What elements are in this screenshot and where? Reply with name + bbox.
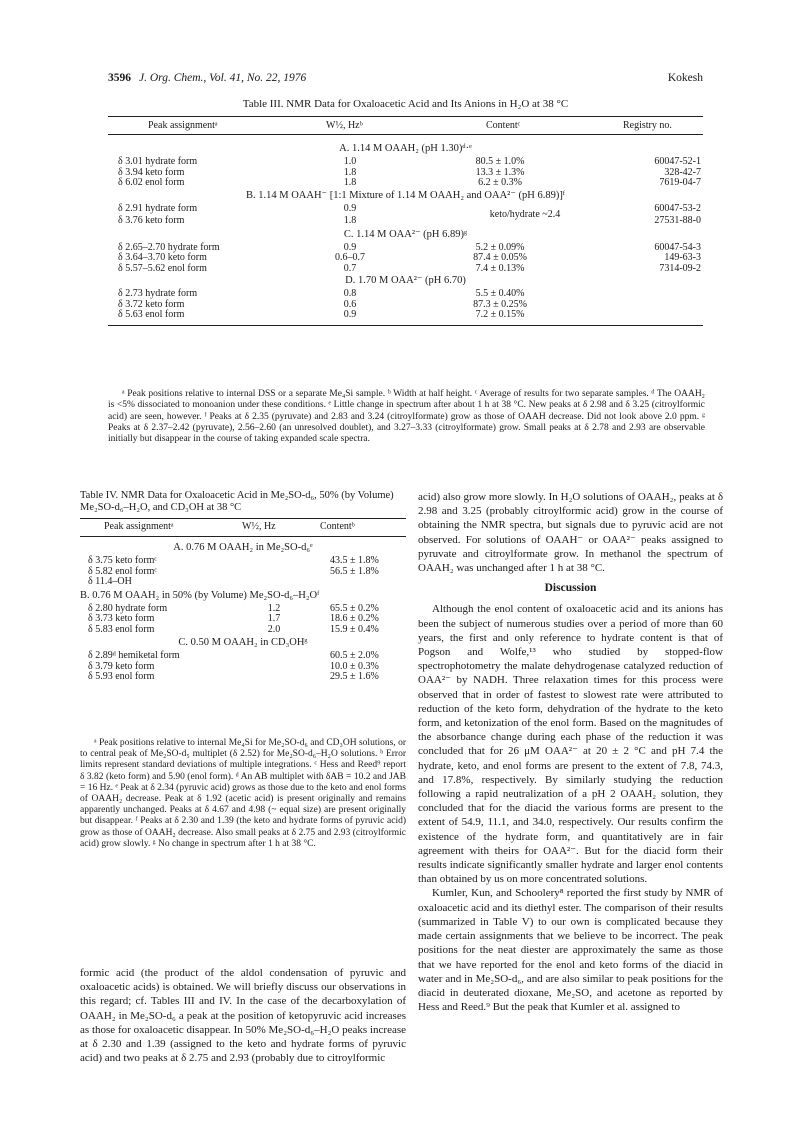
table-row: δ 5.63 enol form 0.9 7.2 ± 0.15%: [118, 309, 525, 320]
table3-section-c-title: C. 1.14 M OAA²⁻ (pH 6.89)ᵍ: [343, 228, 468, 240]
paragraph: Although the enol content of oxaloacetic acid and its anions has been the subject of numerous studies over a period of more than 60 years, the first and only reference to hydrate content is that of Pogson and Wolfe,¹³ who studied by stopped-flow spectrophotometry the malate dehydrogenase catalyzed reduction of OAA²⁻ by NADH. Three relaxation times for this process were observed that in order of fastest to slowest rate were attributed to reduction of the keto form, dehydration of the hydrate to the keto form, and ketonization of the enol form. Based on the magnitudes of the absorbance change during each phase of the reduction it was concluded that for 26 μM OAA²⁻ at 20 ± 2 °C and pH 7.4 the hydrate, keto, and enol forms are present to the extent of 7.8, 74.3, and 17.8%, respectively. By similarly studying the reduction following a rapid neutralization of a pH 2 OAAH₂ solution, they concluded that for the diacid the various forms are present to the extent of 54.9, 11.1, and 34.0, respectively. Our results confirm the existence of the hydrate form, and quantitatively are in fair agreement with theirs for OAA²⁻. But for the diacid form their results indicate significantly smaller hydrate and larger enol contents than obtained by us on more concentrated solutions.: [418, 603, 723, 886]
table3-header: [108, 119, 703, 134]
table-row: δ 11.4–OH: [88, 576, 132, 587]
table3-section-a-title: A. 1.14 M OAAH₂ (pH 1.30)ᵈ·ᵉ: [339, 143, 472, 154]
running-head: [108, 72, 703, 86]
paragraph: Kumler, Kun, and Schoolery⁸ reported the first study by NMR of oxaloacetic acid and its diethyl ester. The comparison of their results (summarized in Table V) to our own is complicated because they made certain assignments that we believe to be incorrect. The peak positions for the neat diester are approximately the same as those that we have reported for the enol and keto forms of the diacid in water and in Me₂SO-d₆, and are also similar to peak positions for the diacid in deuterated dioxane, Me₂SO, and acetone as reported by Hess and Reed.⁹ But the peak that Kumler et al. assigned to: [418, 887, 723, 1014]
table3: [108, 116, 703, 326]
table3-col-registry: Registry no.: [623, 120, 672, 131]
table-row: δ 3.79 keto form 10.0 ± 0.3%: [88, 660, 379, 672]
left-column-text: formic acid (the product of the aldol condensation of pyruvic and oxaloacetic acids) is obtained. We will briefly discuss our observations in this regard; cf. Tables III and IV. In the case of the decarboxylation of OAAH₂ in Me₂SO-d₆ a peak at the position of ketopyruvic acid increases as those for oxaloacetic disappear. In 50% Me₂SO-d₆–H₂O peaks increase at δ 2.30 and 1.39 (assigned to the keto and hydrate forms of pyruvic acid) and two peaks at δ 2.75 and 2.93 (probably due to citroylformic: [80, 967, 406, 1065]
table3-col-width: W½, Hzᵇ: [326, 120, 363, 131]
journal-citation: J. Org. Chem., Vol. 41, No. 22, 1976: [139, 72, 307, 84]
table-row: δ 2.65–2.70 hydrate form 0.9 5.2 ± 0.09% 60047-54-3: [118, 241, 701, 253]
table4-section-a-title: A. 0.76 M OAAH₂ in Me₂SO-d₆ᵉ: [173, 542, 313, 553]
table-row: δ 6.02 enol form 1.8 6.2 ± 0.3% 7619-04-7: [118, 177, 701, 188]
table-row: δ 3.76 keto form 1.8 27531-88-0: [118, 214, 701, 226]
author-name: Kokesh: [667, 72, 703, 84]
table3-col-content: Contentᶜ: [486, 120, 521, 131]
table-row: δ 3.01 hydrate form 1.0 80.5 ± 1.0% 60047-52-1: [118, 156, 701, 167]
table4-header: [80, 521, 406, 536]
table-row: δ 3.72 keto form 0.6 87.3 ± 0.25%: [118, 298, 527, 310]
table-row: δ 3.94 keto form 1.8 13.3 ± 1.3% 328-42-7: [118, 166, 701, 178]
table3-caption: Table III. NMR Data for Oxaloacetic Acid and Its Anions in H₂O at 38 °C: [242, 98, 569, 110]
table-row: δ 5.57–5.62 enol form 0.7 7.4 ± 0.13% 7314-09-2: [118, 262, 701, 274]
table3-section-b-title: B. 1.14 M OAAH⁻ [1:1 Mixture of 1.14 M OAAH₂ and OAA²⁻ (pH 6.89)]ᶠ: [245, 189, 565, 201]
table4: [80, 518, 406, 683]
table3-col-peak: Peak assignmentᵃ: [148, 120, 218, 131]
table4-caption: Table IV. NMR Data for Oxaloacetic Acid in Me₂SO-d₆, 50% (by Volume) Me₂SO-d₆–H₂O, and CD₃OH at 38 °C: [80, 490, 394, 513]
table-row: δ 2.73 hydrate form 0.8 5.5 ± 0.40%: [118, 288, 525, 299]
table3-section-b: [108, 203, 703, 227]
table-row: δ 3.73 keto form 1.7 18.6 ± 0.2%: [88, 613, 379, 624]
right-column: [418, 490, 723, 1014]
table-row: δ 2.80 hydrate form 1.2 65.5 ± 0.2%: [88, 602, 379, 614]
table-row: δ 3.64–3.70 keto form 0.6–0.7 87.4 ± 0.05% 149-63-3: [118, 252, 701, 263]
table4-footnotes: ᵃ Peak positions relative to internal Me₄Si for Me₂SO-d₆ and CD₃OH solutions, or to central peak of Me₂SO-d₅ multiplet (δ 2.52) for Me₂SO-d₆–H₂O solutions. ᵇ Error limits represent standard deviations of multiple integrations. ᶜ Hess and Reed⁹ report δ 3.82 (keto form) and 5.90 (enol form). ᵈ An AB multiplet with δAB = 10.2 and JAB = 16 Hz. ᵉ Peak at δ 2.34 (pyruvic acid) grows as those due to the keto and enol forms of OAAH₂ decrease. Peak at δ 1.92 (acetic acid) is present originally and remains apparently unchanged. Peaks at δ 4.67 and 4.98 (~ equal size) are present originally but disappear. ᶠ Peaks at δ 2.30 and 1.39 (the keto and hydrate forms of pyruvic acid) grow as those of OAAH₂ decrease. Also small peaks at δ 2.75 and 2.93 (citroylformic acid) grow slowly. ᵍ No change in spectrum after 1 h at 38 °C.: [80, 738, 406, 849]
table4-section-c-title: C. 0.50 M OAAH₂ in CD₃OHᵍ: [178, 637, 308, 648]
table4-col-width: W½, Hz: [242, 521, 276, 532]
table3-footnotes: ᵃ Peak positions relative to internal DSS or a separate Me₄Si sample. ᵇ Width at half height. ᶜ Average of results for two separate samples. ᵈ The OAAH₂ is <5% dissociated to monoanion under these conditions. ᵉ Little change in spectrum after about 1 h at 38 °C. New peaks at δ 2.98 and δ 3.25 (citroylformic acid) are seen, however. ᶠ Peaks at δ 2.35 (pyruvate) and 2.83 and 3.24 (citroylformate) grow as those of OAAH decrease. Did not look above 2.0 ppm. ᵍ Peaks at δ 2.37–2.42 (pyruvate), 2.56–2.60 (an unresolved doublet), and 3.27–3.33 (citroylformate) grow. Small peaks at δ 2.78 and 2.93 are observable initially but disappear in the course of taking expanded scale spectra.: [108, 389, 705, 445]
table-row: δ 2.89ᵈ hemiketal form 60.5 ± 2.0%: [88, 650, 379, 661]
table-row: δ 2.91 hydrate form 0.9 60047-53-2: [118, 202, 701, 214]
table-row: δ 3.75 keto formᶜ 43.5 ± 1.8%: [88, 555, 379, 566]
table4-section-b-title: B. 0.76 M OAAH₂ in 50% (by Volume) Me₂SO-d₆–H₂Oᶠ: [80, 589, 320, 601]
table-row: δ 5.83 enol form 2.0 15.9 ± 0.4%: [88, 623, 379, 635]
table-row: δ 5.93 enol form 29.5 ± 1.6%: [88, 671, 379, 682]
table4-col-peak: Peak assignmentᵃ: [104, 521, 174, 532]
section-heading-discussion: Discussion: [544, 582, 597, 595]
table3-section-d-title: D. 1.70 M OAA²⁻ (pH 6.70): [345, 275, 466, 286]
page-number: 3596: [108, 72, 131, 84]
paragraph: acid) also grow more slowly. In H₂O solutions of OAAH₂, peaks at δ 2.98 and 3.25 (probably citroylformic acid) grow in the course of obtaining the NMR spectra, but signals due to pyruvic acid are not observed. For solutions of OAAH⁻ or OAA²⁻ peaks assigned to pyruvate and citroylformate grow. In methanol the spectrum of OAAH₂ was unchanged after 1 h at 38 °C.: [418, 491, 723, 575]
table-row: δ 5.82 enol formᶜ 56.5 ± 1.8%: [88, 565, 379, 577]
table3-keto-hydrate-ratio: keto/hydrate ~2.4: [489, 208, 561, 220]
table4-col-content: Contentᵇ: [320, 521, 355, 532]
